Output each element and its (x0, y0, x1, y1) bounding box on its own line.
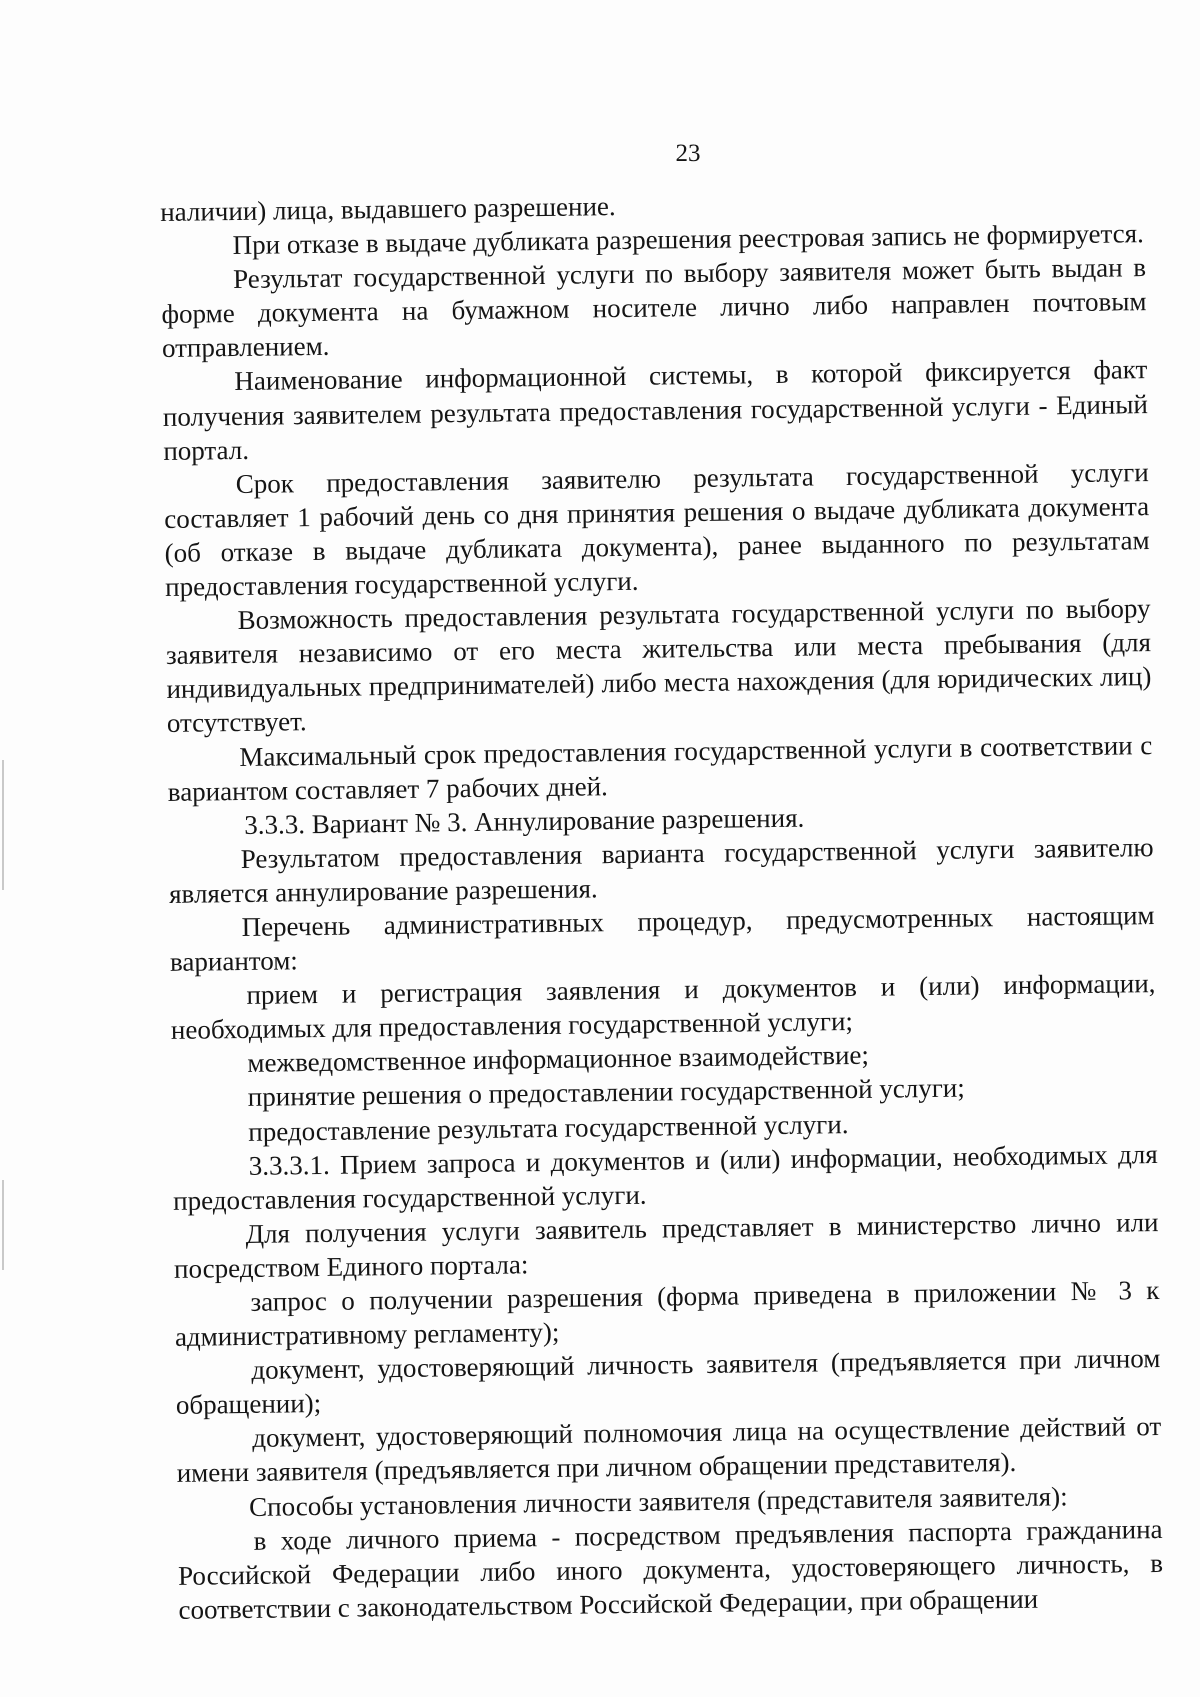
list-item-procedure: межведомственное информационное взаимодействие; (247, 1040, 870, 1079)
section-heading-3331: 3.3.3.1. Прием запроса и документов и (или) информации, необходимых для предоставления государственной услуги. (172, 1138, 1158, 1216)
paragraph-information-system: Наименование информационной системы, в которой фиксируется факт получения заявителем результата предоставления государственной услуги - Единый портал. (162, 354, 1149, 466)
paragraph-refusal-registry: При отказе в выдаче дубликата разрешения реестровая запись не формируется. (232, 218, 1144, 261)
paragraph-extraterritorial: Возможность предоставления результата государственной услуги по выбору заявителя независимо от его места жительства или места пребывания (для индивидуальных предпринимателей) либо места нахождения (для юридических лиц) отсутствует. (165, 593, 1152, 739)
paragraph-result-form: Результат государственной услуги по выбору заявителя может быть выдан в форме документа на бумажном носителе лично либо направлен почтовым отправлением. (161, 252, 1147, 364)
list-item-procedure: предоставление результата государственной услуги. (248, 1108, 849, 1147)
list-item-identification: в ходе личного приема - посредством предъявления паспорта гражданина Российской Федерации либо иного документа, удостоверяющего личность, в соответствии с законодательством Российской Федерации, при обращении (177, 1513, 1164, 1625)
list-item-document: документ, удостоверяющий личность заявителя (предъявляется при личном обращении); (175, 1343, 1161, 1421)
paragraph-max-term: Максимальный срок предоставления государственной услуги в соответствии с вариантом составляет 7 рабочих дней. (167, 729, 1153, 807)
list-item-procedure: принятие решения о предоставлении государственной услуги; (247, 1072, 965, 1113)
list-item-document: документ, удостоверяющий полномочия лица на осуществление действий от имени заявителя (предъявляется при личном обращении представителя). (176, 1411, 1162, 1489)
paragraph-continuation: наличии) лица, выдавшего разрешение. (160, 191, 616, 227)
document-body (160, 182, 1164, 1627)
list-item-procedure: прием и регистрация заявления и документов и (или) информации, необходимых для предоставления государственной услуги; (170, 968, 1156, 1046)
scan-edge-mark (2, 760, 4, 890)
page-number: 23 (675, 140, 701, 167)
paragraph-variant-result: Результатом предоставления варианта государственной услуги заявителю является аннулирование разрешения. (168, 831, 1154, 909)
paragraph-identification-methods: Способы установления личности заявителя (представителя заявителя): (248, 1480, 1068, 1522)
paragraph-submission: Для получения услуги заявитель представляет в министерство лично или посредством Единого портала: (173, 1206, 1159, 1284)
section-heading-variant-3: 3.3.3. Вариант № 3. Аннулирование разрешения. (244, 802, 805, 840)
paragraph-procedures-intro: Перечень административных процедур, предусмотренных настоящим вариантом: (169, 900, 1155, 977)
list-item-document: запрос о получении разрешения (форма приведена в приложении № 3 к административному регламенту); (174, 1275, 1160, 1352)
paragraph-delivery-term: Срок предоставления заявителю результата государственной услуги составляет 1 рабочий день со дня принятия решения о выдаче дубликата документа (об отказе в выдаче дубликата документа), ранее выданного по результатам предоставления государственной услуги. (164, 456, 1150, 602)
scan-edge-mark (2, 1180, 4, 1270)
